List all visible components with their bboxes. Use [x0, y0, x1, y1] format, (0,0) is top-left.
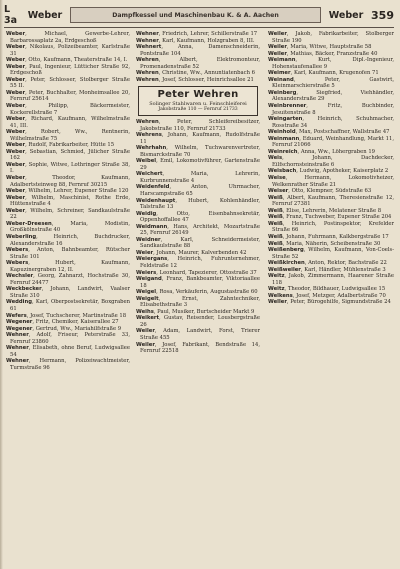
directory-entry: Weiler, Josef, Fabrikant, Bendstraße 14, Fernruf 22518: [136, 341, 260, 355]
entry-surname: Weiß: [268, 220, 283, 227]
entry-details: Hubert, Kohlenhändler, Talstraße 13: [140, 197, 260, 211]
directory-entry: Weidner, Karl, Schneidermeister, Sandkaulstraße 88: [136, 236, 260, 250]
directory-entry: Weber, Philipp, Bäckermeister, Kockerellstraße 7: [6, 103, 130, 116]
directory-entry: Weinmann, Eduard, Weinhandlung, Markt 11, Fernruf 21066: [268, 135, 394, 149]
entry-surname: Weißenberg: [268, 247, 304, 254]
directory-entry: Wefers, Josef, Tuchscherer, Martinstraße 18: [6, 312, 127, 319]
entry-surname: Weißkirchen: [268, 260, 305, 267]
directory-entry: Wegener, Fritz, Chemiker, Kaiserallee 27: [6, 319, 119, 326]
directory-entry: Weinhold, Max, Postschaffner, Wallstraße 47: [268, 129, 390, 136]
entry-surname: Weinberg: [268, 89, 297, 96]
directory-entry: Weiß, Albert, Kaufmann, Theresienstraße 12, Fernruf 27381: [268, 194, 394, 208]
entry-surname: Weier: [136, 249, 154, 256]
directory-entry: Weber, Theodor, Kaufmann, Adalbertsteinweg 88, Fernruf 30215: [6, 175, 130, 188]
entry-surname: Weiß: [268, 194, 283, 201]
directory-entry: Wechsler, Georg, Zahnarzt, Hochstraße 30, Fernruf 24477: [6, 273, 130, 286]
entry-details: Josef, Metzger, Adalbertstraße 70: [296, 292, 386, 299]
entry-details: Eduard, Weinhandlung, Markt 11, Fernruf 21066: [272, 135, 394, 149]
entry-details: Peter, Schlosser, Stolberger Straße 55 II.: [10, 76, 130, 90]
entry-surname: Weinhold: [268, 129, 296, 136]
entry-details: Hermann, Lokomotivheizer, Welkenrather Straße 21: [272, 175, 394, 188]
entry-surname: Weber: [6, 89, 26, 96]
entry-details: Hermann, Polizeiwachtmeister, Turmstraße 96: [10, 358, 130, 371]
page-header: [4, 4, 394, 26]
directory-entry: Wehrhahn, Wilhelm, Tuchwarenvertreter, Bismarckstraße 70: [136, 145, 260, 158]
advertisement-line-1: Solinger Stahlwaren u. Feinschleiferei: [149, 101, 247, 108]
entry-surname: Weidig: [136, 210, 157, 217]
directory-entry: Weber, Wilhelm, Schreiner, Sandkaulstraße 22: [6, 207, 130, 221]
directory-entry: Weiler, Jakob, Fabrikarbeiter, Stolberger Straße 190: [268, 31, 394, 44]
entry-details: Anton, Rektor, Bachstraße 22: [308, 260, 387, 267]
entry-surname: Weber-Dreesen: [6, 220, 52, 227]
directory-entry: Weinberg, Siegfried, Viehhändler, Alexanderstraße 29: [268, 89, 394, 103]
entry-surname: Weiler: [268, 44, 287, 51]
directory-entry: Weiß, Heinrich, Postinspektor, Krefelder Straße 66: [268, 220, 394, 234]
directory-entry: Wehner, Hermann, Polizeiwachtmeister, Turmstraße 96: [6, 358, 130, 371]
entry-surname: Weiler: [136, 341, 155, 348]
entry-details: Peter, Gastwirt, Kleinmarschierstraße 5: [272, 76, 394, 90]
entry-surname: Weberling: [6, 233, 37, 240]
directory-entry: Wegener, Gertrud, Ww., Mariahilfstraße 9: [6, 325, 122, 332]
entry-surname: Wehren: [136, 70, 159, 77]
entry-surname: Webers: [6, 247, 29, 254]
directory-entry: Weber, Robert, Ww., Rentnerin, Wilhelmstraße 75: [6, 129, 130, 142]
entry-surname: Welkens: [268, 292, 293, 299]
entry-surname: Weise: [268, 175, 286, 182]
entry-surname: Weingarten: [268, 116, 303, 123]
entry-details: Hubert, Kaufmann, Kapuzinergraben 12, II.: [10, 260, 130, 273]
entry-details: Gertrud, Ww., Mariahilfstraße 9: [35, 325, 122, 332]
directory-entry: Weigel, Rosa, Verkäuferin, Augustastraße 60: [136, 289, 258, 296]
entry-surname: Wehner: [136, 37, 159, 44]
entry-surname: Wehrens: [136, 132, 162, 139]
entry-details: Johann, Kaufmann, Rudolfstraße 11: [140, 132, 260, 145]
entry-details: Wilhelm, Schreiner, Sandkaulstraße 22: [10, 207, 130, 221]
entry-details: Anna, Ww., Löhergraben 19: [300, 148, 375, 155]
directory-entry: Weiers, Leonhard, Tapezierer, Ottostraße 37: [136, 269, 257, 276]
entry-details: Wilhelm, Kaufmann, Von-Coels-Straße 52: [272, 247, 394, 260]
entry-surname: Wehren: [136, 118, 159, 125]
entry-details: Richard, Kaufmann, Wilhelmstraße 41, III.: [10, 116, 130, 129]
entry-details: Otto, Eisenbahnsekretär, Oppenhoffallee 47: [140, 210, 260, 224]
directory-entry: Weber, Wilhelm, Lehrer, Eupener Straße 120: [6, 188, 129, 195]
directory-entry: Weibel, Emil, Lokomotivführer, Gartenstraße 29: [136, 158, 260, 171]
entry-details: Heinrich, Postinspektor, Krefelder Straße 66: [272, 220, 394, 234]
entry-surname: Weigand: [136, 276, 162, 283]
directory-entry: Weiß, Franz, Tuchweber, Eupener Straße 204: [268, 214, 392, 221]
entry-surname: Weber: [6, 31, 26, 37]
entry-surname: Weiß: [268, 207, 283, 214]
entry-details: Otto, Kaufmann, Theaterstraße 14, I.: [28, 57, 128, 64]
directory-entry: Wehren, Peter, Schleifereibesitzer, Jakobstraße 110, Fernruf 21733: [136, 118, 260, 132]
entry-surname: Wehrhahn: [136, 145, 167, 152]
directory-entry: Weimer, Karl, Kaufmann, Krugenofen 71: [268, 70, 379, 77]
entry-details: Anton, Uhrmacher, Harscampstraße 65: [140, 184, 260, 197]
entry-details: Emil, Lokomotivführer, Gartenstraße 29: [140, 158, 260, 171]
entry-details: Anton, Bahnbeamter, Rütscher Straße 101: [10, 247, 130, 260]
header-right-keyword: Weber: [328, 9, 364, 21]
entry-surname: Weigel: [136, 289, 157, 296]
entry-surname: Weimer: [268, 70, 291, 77]
entry-surname: Wechsler: [6, 273, 34, 280]
header-left-keyword: Weber: [27, 9, 63, 21]
header-left-label: L 3a: [4, 4, 18, 26]
page-number: 359: [371, 8, 394, 22]
entry-details: Johann, Dachdecker, Eilfschornsteinstraße 6: [272, 155, 394, 168]
entry-details: Theodor, Bildhauer, Ludwigsallee 15: [287, 286, 386, 293]
directory-entry: Weisbach, Ludwig, Apotheker, Kaiserplatz 2: [268, 168, 389, 175]
entry-details: Michael, Gewerbe-Lehrer, Barbarossaplatz 2a, Erdgeschoß: [10, 31, 130, 44]
entry-details: Adolf, Friseur, Peterstraße 33, Fernruf 23860: [10, 332, 130, 345]
directory-entry: Weinreich, Anna, Ww., Löhergraben 19: [268, 148, 375, 155]
entry-surname: Wegener: [6, 319, 33, 326]
directory-entry: Weidenfeld, Anton, Uhrmacher, Harscampstraße 65: [136, 184, 260, 197]
entry-details: Paul, Musiker, Burtscheider Markt 9: [157, 308, 255, 315]
entry-details: Franz, Tuchweber, Eupener Straße 204: [286, 214, 392, 221]
directory-entry: Weckbecker, Johann, Landwirt, Vaalser Straße 310: [6, 286, 130, 299]
entry-surname: Weiß: [268, 233, 283, 240]
entry-surname: Weber: [6, 63, 26, 70]
entry-surname: Weber: [6, 44, 26, 51]
directory-entry: Weidmann, Hans, Architekt, Mozartstraße 25, Fernruf 26149: [136, 223, 260, 237]
directory-entry: Wehner, Elisabeth, ohne Beruf, Ludwigsallee 54: [6, 345, 130, 358]
directory-entry: Wedding, Karl, Oberpostsekretär, Boxgraben 61: [6, 299, 130, 312]
entry-details: Franz, Bankbeamter, Viktoriaallee 18: [140, 276, 260, 289]
entry-details: Albert, Kaufmann, Theresienstraße 12, Fernruf 27381: [272, 194, 394, 208]
entry-details: Rudolf, Fabrikarbeiter, Hütte 15: [28, 142, 115, 149]
entry-details: Leonhard, Tapezierer, Ottostraße 37: [159, 269, 257, 276]
entry-details: Paul, Ingenieur, Lütticher Straße 92, Erdgeschoß: [10, 63, 130, 77]
page-left-edge: [0, 0, 3, 569]
entry-surname: Weiler: [136, 328, 155, 335]
directory-entry: Weißkirchen, Anton, Rektor, Bachstraße 22: [268, 260, 387, 267]
entry-details: Maria, Lehrerin, Kurbrunnenstraße 4: [140, 171, 260, 184]
entry-details: Johann, Maurer, Kalverbenden 42: [156, 249, 247, 256]
directory-entry: Weber, Paul, Ingenieur, Lütticher Straße 92, Erdgeschoß: [6, 63, 130, 77]
entry-surname: Wedding: [6, 299, 32, 306]
entry-details: Georg, Zahnarzt, Hochstraße 30, Fernruf 24477: [10, 273, 130, 286]
entry-surname: Weber: [6, 188, 26, 195]
directory-entry: Weber, Wilhelm, Maschinist, Rothe Erde, Hüttenstraße 4: [6, 194, 130, 208]
entry-surname: Weber: [6, 116, 26, 123]
entry-details: Karl, Kaufmann, Krugenofen 71: [293, 70, 379, 77]
directory-entry: Weier, Johann, Maurer, Kalverbenden 42: [136, 249, 247, 256]
entry-details: Jakob, Fabrikarbeiter, Stolberger Straße 190: [272, 31, 394, 44]
entry-surname: Wehner: [6, 358, 29, 365]
entry-details: Maria, Näherin, Scheibenstraße 30: [286, 240, 381, 247]
entry-surname: Weihs: [136, 308, 154, 315]
advertisement-title: Peter Wehren: [157, 89, 239, 101]
entry-details: Heinrich, Schuhmacher, Rosstraße 34: [272, 116, 394, 129]
directory-entry: Weingarten, Heinrich, Schuhmacher, Rosstraße 34: [268, 116, 394, 129]
directory-entry: Webers, Hubert, Kaufmann, Kapuzinergraben 12, II.: [6, 260, 130, 273]
entry-surname: Weiß: [268, 240, 283, 247]
entry-details: Elisabeth, ohne Beruf, Ludwigsallee 54: [10, 345, 130, 358]
entry-details: Ludwig, Apotheker, Kaiserplatz 2: [299, 168, 389, 175]
entry-details: Peter, Bürogehilfe, Sigmundstraße 24: [290, 299, 391, 306]
directory-entry: Weber, Sebastian, Schmied, Jülicher Straße 162: [6, 148, 130, 162]
entry-surname: Weber: [6, 129, 26, 136]
entry-surname: Wehner: [136, 31, 159, 37]
directory-entry: Weise, Hermann, Lokomotivheizer, Welkenrather Straße 21: [268, 175, 394, 188]
directory-entry: Weiser, Otto, Klempner, Südstraße 63: [268, 188, 372, 195]
entry-surname: Weber: [6, 207, 26, 214]
directory-entry: Weiler, Adam, Landwirt, Forst, Trierer Straße 455: [136, 328, 260, 342]
entry-surname: Weinbrenner: [268, 103, 307, 110]
entry-details: Sebastian, Schmied, Jülicher Straße 162: [10, 148, 130, 162]
entry-details: Hans, Architekt, Mozartstraße 25, Fernruf 26149: [140, 223, 260, 237]
directory-entry: Weitz, Jakob, Zimmermann, Haarener Straße 118: [268, 273, 394, 286]
entry-surname: Weinand: [268, 76, 294, 83]
entry-details: Karl, Oberpostsekretär, Boxgraben 61: [10, 299, 130, 312]
entry-details: Fritz, Buchbinder, Jesuitenstraße 8: [272, 103, 394, 116]
entry-surname: Weitz: [268, 273, 285, 280]
entry-surname: Weitz: [268, 286, 285, 293]
entry-details: Kurt, Dipl.-Ingenieur, Hohenstaufenallee 9: [272, 57, 394, 70]
entry-surname: Weiers: [136, 269, 157, 276]
entry-details: Friedrich, Lehrer, Schillerstraße 17: [162, 31, 258, 37]
directory-entry: Weber, Peter, Schlosser, Stolberger Straße 55 II.: [6, 76, 130, 90]
entry-surname: Weißweiler: [268, 266, 301, 273]
directory-entry: Weberling, Heinrich, Buchdrucker, Alexanderstraße 16: [6, 233, 130, 247]
directory-entry: Weißweiler, Karl, Händler, Mühlenstraße 3: [268, 266, 386, 273]
entry-details: Peter, Buchhalter, Monheimsallee 20, Fernruf 25614: [10, 89, 130, 103]
directory-entry: Weber, Richard, Kaufmann, Wilhelmstraße 41, III.: [6, 116, 130, 129]
entry-details: Robert, Ww., Rentnerin, Wilhelmstraße 75: [10, 129, 130, 142]
entry-surname: Weiß: [268, 214, 283, 221]
directory-entry: Wehnert, Anna, Damenschneiderin, Pontstraße 104: [136, 44, 260, 57]
entry-surname: Weber: [6, 161, 26, 168]
entry-surname: Weikert: [136, 315, 159, 322]
entry-surname: Weidner: [136, 236, 161, 243]
entry-details: Adam, Landwirt, Forst, Trierer Straße 455: [140, 328, 260, 342]
entry-details: Siegfried, Viehhändler, Alexanderstraße 29: [272, 89, 394, 103]
directory-entry: Weigelt, Ernst, Zahntechniker, Elisabethstraße 3: [136, 295, 260, 309]
entry-surname: Weiser: [268, 188, 289, 195]
entry-details: Christine, Ww., Annuntiatenbach 6: [162, 70, 255, 77]
directory-entry: Wehrens, Johann, Kaufmann, Rudolfstraße 11: [136, 132, 260, 145]
directory-entry: Weihs, Paul, Musiker, Burtscheider Markt 9: [136, 308, 255, 315]
entry-details: Johann, Fuhrmann, Kalkbergstraße 17: [286, 233, 389, 240]
directory-entry: Weinand, Peter, Gastwirt, Kleinmarschierstraße 5: [268, 76, 394, 90]
directory-entry: Weller, Peter, Bürogehilfe, Sigmundstraße 24: [268, 299, 391, 306]
directory-entry: Weidenhaupt, Hubert, Kohlenhändler, Talstraße 13: [136, 197, 260, 211]
directory-entry: Weiler, Maria, Witwe, Hauptstraße 58: [268, 44, 372, 51]
directory-entry: Wehner, Karl, Kaufmann, Holzgraben 8, III.: [136, 37, 255, 44]
entry-surname: Webers: [6, 260, 29, 267]
entry-details: Ernst, Zahntechniker, Elisabethstraße 3: [140, 295, 260, 309]
entry-surname: Weiler: [268, 31, 287, 37]
entry-details: Nikolaus, Polizeibeamter, Karlstraße 31: [10, 44, 130, 57]
header-rule: [4, 27, 394, 28]
entry-surname: Weber: [6, 148, 26, 155]
directory-entry: Wehren, Christine, Ww., Annuntiatenbach 6: [136, 70, 255, 77]
entry-details: Wilhelm, Lehrer, Eupener Straße 120: [28, 188, 129, 195]
entry-details: Rosa, Verkäuferin, Augustastraße 60: [159, 289, 258, 296]
entry-surname: Weber: [6, 142, 26, 149]
column-2: [136, 31, 260, 565]
directory-entry: Weber, Otto, Kaufmann, Theaterstraße 14, I.: [6, 57, 128, 64]
entry-details: Albert, Elektromonteur, Promenadenstraße 52: [140, 57, 260, 70]
directory-entry: Weinbrenner, Fritz, Buchbinder, Jesuitenstraße 8: [268, 103, 394, 116]
entry-details: Karl, Kaufmann, Holzgraben 8, III.: [162, 37, 255, 44]
directory-entry: Weber, Michael, Gewerbe-Lehrer, Barbarossaplatz 2a, Erdgeschoß: [6, 31, 130, 44]
directory-entry: Webers, Anton, Bahnbeamter, Rütscher Straße 101: [6, 247, 130, 260]
directory-entry: Weiß, Elise, Lehrerin, Melatener Straße 8: [268, 207, 382, 214]
entry-surname: Wehren: [136, 57, 159, 64]
entry-surname: Weisbach: [268, 168, 297, 175]
directory-entry: Wehner, Adolf, Friseur, Peterstraße 33, Fernruf 23860: [6, 332, 130, 345]
entry-surname: Weber: [6, 194, 26, 201]
directory-entry: Weber, Peter, Buchhalter, Monheimsallee 20, Fernruf 25614: [6, 89, 130, 103]
entry-details: Peter, Schleifereibesitzer, Jakobstraße 110, Fernruf 21733: [140, 118, 260, 132]
entry-surname: Weckbecker: [6, 286, 42, 293]
directory-entry: Weißenberg, Wilhelm, Kaufmann, Von-Coels-Straße 52: [268, 247, 394, 260]
entry-surname: Wehner: [6, 345, 29, 352]
entry-surname: Weigelt: [136, 295, 159, 302]
directory-entry: Weitz, Theodor, Bildhauer, Ludwigsallee 15: [268, 286, 386, 293]
directory-entry: Weis, Johann, Dachdecker, Eilfschornsteinstraße 6: [268, 155, 394, 168]
entry-details: Gustav, Reisender, Lousbergstraße 26: [140, 315, 260, 328]
entry-surname: Weimann: [268, 57, 296, 64]
entry-details: Josef, Schlosser, Heinrichsallee 21: [162, 76, 254, 83]
entry-surname: Weidmann: [136, 223, 168, 230]
entry-surname: Weinreich: [268, 148, 298, 155]
directory-entry: Wehner, Friedrich, Lehrer, Schillerstraße 17: [136, 31, 258, 37]
directory-entry: Weimann, Kurt, Dipl.-Ingenieur, Hohenstaufenallee 9: [268, 57, 394, 70]
entry-surname: Weber: [6, 76, 26, 83]
entry-details: Max, Postschaffner, Wallstraße 47: [298, 129, 390, 136]
directory-entry: Weigand, Franz, Bankbeamter, Viktoriaallee 18: [136, 276, 260, 289]
directory-entry: Weiß, Johann, Fuhrmann, Kalkbergstraße 17: [268, 233, 389, 240]
entry-surname: Weiergans: [136, 256, 168, 263]
entry-surname: Weidenhaupt: [136, 197, 176, 204]
entry-surname: Weibel: [136, 158, 157, 165]
entry-surname: Wehner: [6, 332, 29, 339]
entry-details: Josef, Tuchscherer, Martinstraße 18: [30, 312, 127, 319]
directory-entry: Weber, Sophie, Witwe, Lothringer Straße 38, I.: [6, 161, 130, 175]
entry-surname: Weber: [6, 57, 26, 64]
entry-details: Josef, Fabrikant, Bendstraße 14, Fernruf 22518: [140, 341, 260, 355]
entry-details: Wilhelm, Maschinist, Rothe Erde, Hüttenstraße 4: [10, 194, 130, 208]
entry-details: Jakob, Zimmermann, Haarener Straße 118: [272, 273, 394, 286]
directory-entry: Weiergans, Heinrich, Fuhrunternehmer, Feldstraße 12: [136, 256, 260, 269]
entry-surname: Wehnert: [136, 44, 162, 51]
directory-entry: Weidig, Otto, Eisenbahnsekretär, Oppenhoffallee 47: [136, 210, 260, 224]
entry-details: Maria, Witwe, Hauptstraße 58: [290, 44, 372, 51]
column-1: [6, 31, 130, 565]
entry-details: Wilhelm, Tuchwarenvertreter, Bismarckstraße 70: [140, 145, 260, 158]
entry-surname: Weber: [6, 175, 26, 182]
entry-details: Sophie, Witwe, Lothringer Straße 38, I.: [10, 161, 130, 175]
entry-surname: Weidenfeld: [136, 184, 170, 191]
directory-entry: Weiß, Maria, Näherin, Scheibenstraße 30: [268, 240, 381, 247]
entry-surname: Weichert: [136, 171, 163, 178]
entry-details: Mathias, Bäcker, Franzstraße 40: [290, 50, 378, 57]
advertisement-box: [138, 86, 258, 116]
directory-entry: Weber-Dreesen, Maria, Modistin, Großkölnstraße 40: [6, 220, 130, 234]
entry-details: Maria, Modistin, Großkölnstraße 40: [10, 220, 130, 234]
entry-details: Heinrich, Buchdrucker, Alexanderstraße 16: [10, 233, 130, 247]
column-3: [268, 31, 394, 565]
entry-surname: Wegener: [6, 325, 33, 332]
directory-entry: Wehren, Josef, Schlosser, Heinrichsallee 21: [136, 76, 254, 83]
entry-details: Fritz, Chemiker, Kaiserallee 27: [35, 319, 119, 326]
entry-surname: Weiler: [268, 50, 287, 57]
directory-entry: Weichert, Maria, Lehrerin, Kurbrunnenstraße 4: [136, 171, 260, 184]
entry-surname: Weinmann: [268, 135, 300, 142]
directory-entry: Weber, Nikolaus, Polizeibeamter, Karlstraße 31: [6, 44, 130, 57]
advertisement-line-2: Jakobstraße 110 — Fernruf 21733: [158, 107, 238, 113]
entry-surname: Wefers: [6, 312, 27, 319]
directory-entry: Weiler, Mathias, Bäcker, Franzstraße 40: [268, 50, 378, 57]
entry-details: Anna, Damenschneiderin, Pontstraße 104: [140, 44, 260, 57]
directory-entry: Weber, Rudolf, Fabrikarbeiter, Hütte 15: [6, 142, 115, 149]
header-advertisement: Dampfkessel und Maschinenbau K. & A. Aachen: [70, 7, 321, 23]
entry-surname: Wehren: [136, 76, 159, 83]
directory-entry: Welkens, Josef, Metzger, Adalbertstraße 70: [268, 292, 386, 299]
directory-entry: Weikert, Gustav, Reisender, Lousbergstraße 26: [136, 315, 260, 328]
entry-details: Otto, Klempner, Südstraße 63: [291, 188, 372, 195]
entry-details: Karl, Händler, Mühlenstraße 3: [304, 266, 386, 273]
entry-surname: Weis: [268, 155, 283, 162]
entry-details: Heinrich, Fuhrunternehmer, Feldstraße 12: [140, 256, 260, 269]
entry-details: Johann, Landwirt, Vaalser Straße 310: [10, 286, 130, 299]
entry-details: Elise, Lehrerin, Melatener Straße 8: [286, 207, 382, 214]
entry-details: Karl, Schneidermeister, Sandkaulstraße 88: [140, 236, 260, 250]
entry-details: Philipp, Bäckermeister, Kockerellstraße 7: [10, 103, 130, 116]
entry-surname: Weber: [6, 103, 26, 110]
entry-details: Theodor, Kaufmann, Adalbertsteinweg 88, Fernruf 30215: [10, 175, 130, 188]
entry-surname: Weller: [268, 299, 287, 306]
directory-entry: Wehren, Albert, Elektromonteur, Promenadenstraße 52: [136, 57, 260, 70]
